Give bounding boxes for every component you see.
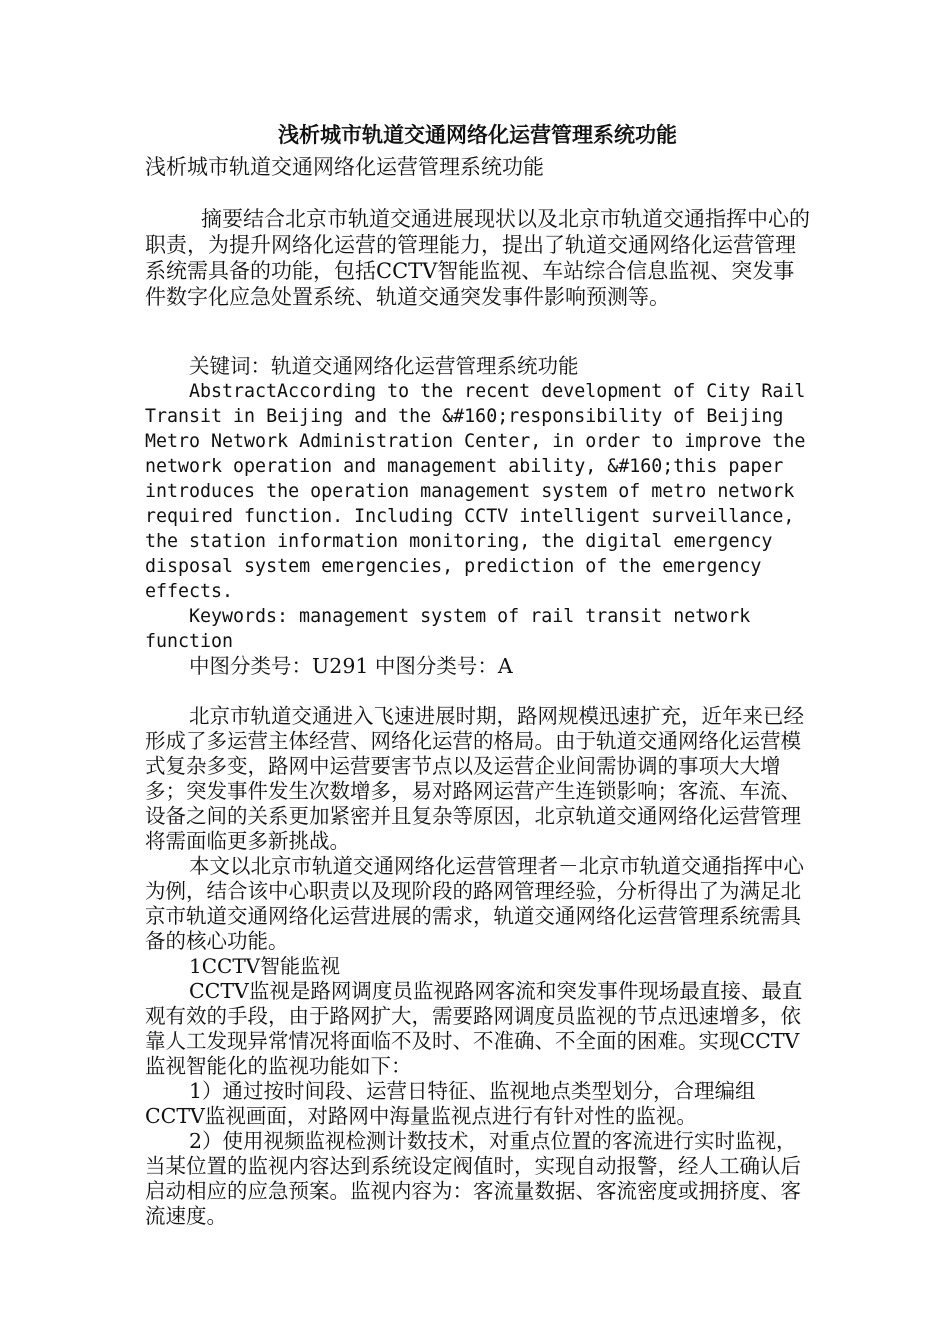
english-keywords: Keywords: management system of rail transit network function: [145, 606, 751, 652]
paragraph-gap: [145, 679, 810, 704]
list-item-1: 1）通过按时间段、运营日特征、监视地点类型划分，合理编组CCTV监视画面，对路网中海量监视点进行有针对性的监视。: [145, 1079, 756, 1128]
body-paragraph-2: 本文以北京市轨道交通网络化运营管理者－北京市轨道交通指挥中心为例，结合该中心职责以及现阶段的路网管理经验，分析得出了为满足北京市轨道交通网络化运营进展的需求，轨道交通网络化运营管理系统需具备的核心功能。: [145, 854, 804, 953]
list-item-2: 2）使用视频监视检测计数技术，对重点位置的客流进行实时监视，当某位置的监视内容达到系统设定阀值时，实现自动报警，经人工确认后启动相应的应急预案。监视内容为：客流量数据、客流密度或拥挤度、客流速度。: [145, 1129, 801, 1228]
classification-number: 中图分类号：U291 中图分类号：A: [189, 654, 513, 678]
chinese-abstract: 摘要结合北京市轨道交通进展现状以及北京市轨道交通指挥中心的职责，为提升网络化运营的管理能力，提出了轨道交通网络化运营管理系统需具备的功能，包括CCTV智能监视、车站综合信息监视、突发事件数字化应急处置系统、轨道交通突发事件影响预测等。: [145, 207, 810, 309]
document-page: [145, 118, 810, 1229]
body-paragraph-3: CCTV监视是路网调度员监视路网客流和突发事件现场最直接、最直观有效的手段，由于路网扩大，需要路网调度员监视的节点迅速增多，依靠人工发现异常情况将面临不及时、不准确、不全面的困难。实现CCTV监视智能化的监视功能如下：: [145, 979, 803, 1078]
english-abstract: AbstractAccording to the recent development of City Rail Transit in Beijing and the &#160;responsibility of Beijing Metro Network Administration Center, in order to improve the network operation and management ability, &#160;this paper introduces the operation management system of metro network required function. Including CCTV intelligent surveillance, the station information monitoring, the digital emergency disposal system emergencies, prediction of the emergency effects.: [145, 381, 806, 602]
document-title: 浅析城市轨道交通网络化运营管理系统功能: [278, 122, 677, 147]
section-heading-1: 1CCTV智能监视: [189, 954, 341, 978]
body-paragraph-1: 北京市轨道交通进入飞速进展时期，路网规模迅速扩充，近年来已经形成了多运营主体经营、网络化运营的格局。由于轨道交通网络化运营模式复杂多变，路网中运营要害节点以及运营企业间需协调的事项大大增多；突发事件发生次数增多，易对路网运营产生连锁影响；客流、车流、设备之间的关系更加紧密并且复杂等原因，北京轨道交通网络化运营管理将需面临更多新挑战。: [145, 704, 804, 853]
document-subtitle: 浅析城市轨道交通网络化运营管理系统功能: [145, 155, 544, 179]
chinese-keywords: 关键词：轨道交通网络化运营管理系统功能: [189, 354, 579, 378]
